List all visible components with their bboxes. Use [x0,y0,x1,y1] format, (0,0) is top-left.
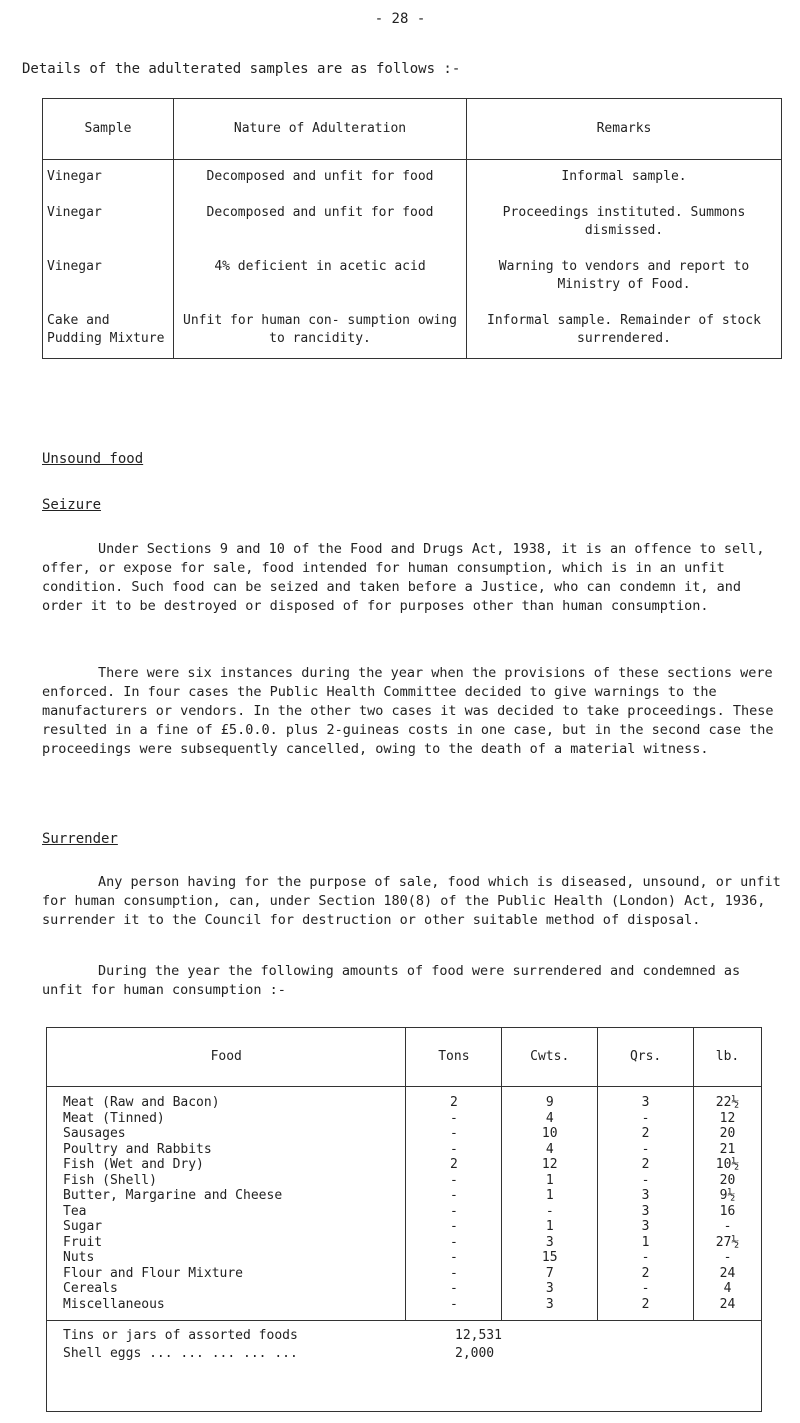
header-qrs: Qrs. [598,1028,694,1087]
nature-cell: Decomposed and unfit for food [174,160,467,197]
table-row [43,304,782,359]
tons-cell: - [406,1219,502,1235]
lb-cell: 24 [694,1297,762,1321]
table-row [47,1087,762,1111]
cwts-cell: 4 [502,1142,598,1158]
qrs-cell: 3 [598,1188,694,1204]
qrs-cell: 2 [598,1157,694,1173]
food-name: Fruit [47,1235,406,1251]
food-name: Tea [47,1204,406,1220]
cwts-cell: 1 [502,1173,598,1189]
totals-label: Tins or jars of assorted foods [63,1328,298,1343]
totals-row-eggs [63,1345,753,1363]
tons-cell: - [406,1173,502,1189]
table-row [47,1219,762,1235]
tons-cell: - [406,1281,502,1297]
qrs-cell: 2 [598,1266,694,1282]
header-sample: Sample [43,99,174,160]
table-row [47,1188,762,1204]
food-name: Butter, Margarine and Cheese [47,1188,406,1204]
food-name: Sausages [47,1126,406,1142]
nature-cell: Decomposed and unfit for food [174,196,467,250]
qrs-cell: - [598,1142,694,1158]
cwts-cell: 12 [502,1157,598,1173]
lb-cell: 20 [694,1173,762,1189]
sample-cell: Vinegar [43,196,174,250]
lb-cell: - [694,1250,762,1266]
unsound-food-heading: Unsound food [42,451,144,467]
qrs-cell: 2 [598,1126,694,1142]
cwts-cell: 3 [502,1297,598,1321]
lb-cell: 27½ [694,1235,762,1251]
food-name: Meat (Raw and Bacon) [47,1087,406,1111]
food-name: Meat (Tinned) [47,1111,406,1127]
header-tons: Tons [406,1028,502,1087]
surrender-heading: Surrender [42,831,118,847]
tons-cell: - [406,1297,502,1321]
food-name: Miscellaneous [47,1297,406,1321]
nature-cell: Unfit for human con- sumption owing to rancidity. [174,304,467,359]
totals-box [46,1300,762,1412]
lb-cell: 16 [694,1204,762,1220]
adulteration-table [42,98,782,359]
qrs-cell: 3 [598,1219,694,1235]
tons-cell: - [406,1111,502,1127]
header-cwts: Cwts. [502,1028,598,1087]
food-name: Sugar [47,1219,406,1235]
qrs-cell: - [598,1173,694,1189]
qrs-cell: 3 [598,1087,694,1111]
table-row [43,196,782,250]
table-row [43,250,782,304]
table-row [47,1235,762,1251]
table-row [47,1126,762,1142]
food-name: Fish (Wet and Dry) [47,1157,406,1173]
totals-value: 2,000 [455,1346,495,1361]
food-header-row [47,1028,762,1087]
cwts-cell: 9 [502,1087,598,1111]
table-row [47,1157,762,1173]
table-row [47,1204,762,1220]
seizure-paragraph-2: There were six instances during the year when the provisions of these sections were enforced. In four cases the Public Health Committee decided to give warnings to the manufacturers or vendors. In the other two cases it was decided to take proceedings. These resulted in a fine of £5.0.0. plus 2-guineas costs in one case, but in the second case the proceedings were subsequently cancelled, owing to the death of a material witness. [42,665,774,757]
cwts-cell: 3 [502,1281,598,1297]
cwts-cell: 10 [502,1126,598,1142]
cwts-cell: - [502,1204,598,1220]
cwts-cell: 1 [502,1188,598,1204]
table-row [47,1142,762,1158]
qrs-cell: 2 [598,1297,694,1321]
cwts-cell: 3 [502,1235,598,1251]
food-name: Poultry and Rabbits [47,1142,406,1158]
lb-cell: 24 [694,1266,762,1282]
tons-cell: 2 [406,1087,502,1111]
header-remarks: Remarks [467,99,782,160]
remarks-cell: Warning to vendors and report to Ministry of Food. [467,250,782,304]
tons-cell: - [406,1188,502,1204]
food-name: Nuts [47,1250,406,1266]
adulteration-header-row [43,99,782,160]
table-row [47,1281,762,1297]
lb-cell: 10½ [694,1157,762,1173]
sample-cell: Vinegar [43,160,174,197]
nature-cell: 4% deficient in acetic acid [174,250,467,304]
sample-cell: Cake and Pudding Mixture [43,304,174,359]
header-lb: lb. [694,1028,762,1087]
totals-label: Shell eggs ... ... ... ... ... [63,1346,298,1361]
table-row [47,1266,762,1282]
remarks-cell: Proceedings instituted. Summons dismissed. [467,196,782,250]
seizure-heading: Seizure [42,497,102,513]
sample-cell: Vinegar [43,250,174,304]
cwts-cell: 15 [502,1250,598,1266]
tons-cell: - [406,1266,502,1282]
tons-cell: - [406,1235,502,1251]
lb-cell: 22½ [694,1087,762,1111]
food-name: Flour and Flour Mixture [47,1266,406,1282]
qrs-cell: 3 [598,1204,694,1220]
lb-cell: - [694,1219,762,1235]
totals-row-tins [63,1327,753,1345]
tons-cell: - [406,1204,502,1220]
lb-cell: 21 [694,1142,762,1158]
totals-value: 12,531 [455,1328,502,1343]
qrs-cell: - [598,1281,694,1297]
header-food: Food [47,1028,406,1087]
food-surrendered-table [46,1027,762,1321]
page-number: - 28 - [374,11,426,27]
qrs-cell: - [598,1111,694,1127]
lb-cell: 20 [694,1126,762,1142]
cwts-cell: 1 [502,1219,598,1235]
remarks-cell: Informal sample. [467,160,782,197]
surrender-paragraph-1: Any person having for the purpose of sale, food which is diseased, unsound, or unfit for human consumption, can, under Section 180(8) of the Public Health (London) Act, 1936, surrender it to the Council for destruction or other suitable method of disposal. [42,874,781,928]
cwts-cell: 7 [502,1266,598,1282]
lb-cell: 4 [694,1281,762,1297]
lb-cell: 9½ [694,1188,762,1204]
tons-cell: 2 [406,1157,502,1173]
seizure-paragraph-1: Under Sections 9 and 10 of the Food and Drugs Act, 1938, it is an offence to sell, offer, or expose for sale, food intended for human consumption, which is in an unfit condition. Such food can be seized and taken before a Justice, who can condemn it, and order it to be destroyed or disposed of for purposes other than human consumption. [42,541,765,614]
qrs-cell: - [598,1250,694,1266]
remarks-cell: Informal sample. Remainder of stock surrendered. [467,304,782,359]
table-row [47,1250,762,1266]
intro-text: Details of the adulterated samples are as follows :- [22,61,461,77]
food-name: Cereals [47,1281,406,1297]
cwts-cell: 4 [502,1111,598,1127]
tons-cell: - [406,1142,502,1158]
tons-cell: - [406,1126,502,1142]
table-row [47,1173,762,1189]
header-nature: Nature of Adulteration [174,99,467,160]
tons-cell: - [406,1250,502,1266]
table-row [47,1111,762,1127]
surrender-paragraph-2: During the year the following amounts of food were surrendered and condemned as unfit for human consumption :- [42,963,741,998]
table-row [43,160,782,197]
qrs-cell: 1 [598,1235,694,1251]
food-name: Fish (Shell) [47,1173,406,1189]
lb-cell: 12 [694,1111,762,1127]
